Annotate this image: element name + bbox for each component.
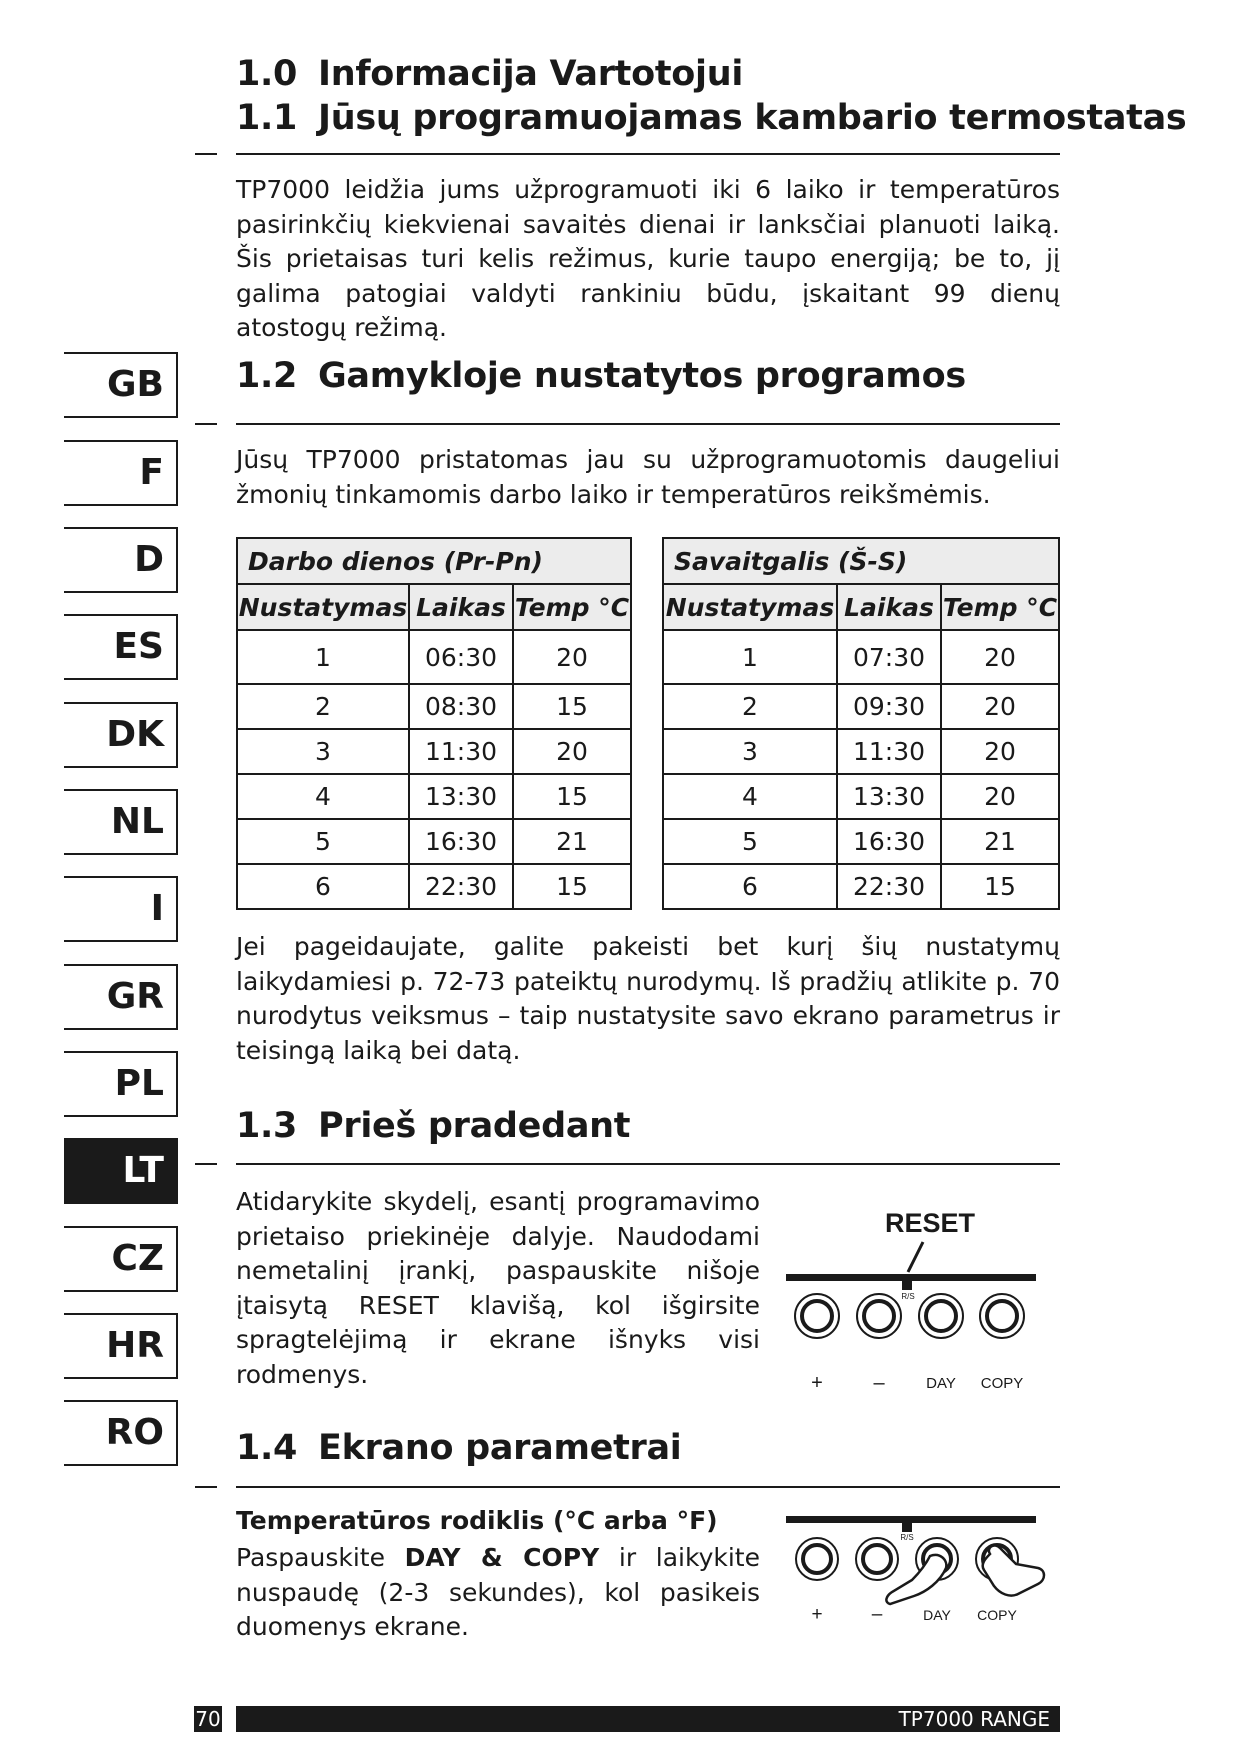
section-heading-1-1: 1.1 Jūsų programuojamas kambario termostatas bbox=[236, 98, 1187, 138]
temp-display-paragraph: Paspauskite DAY & COPY ir laikykite nuspaudę (2-3 sekundes), kol pasikeis duomenys ekrane. bbox=[236, 1543, 760, 1641]
tab-d[interactable]: D bbox=[64, 527, 178, 593]
column-header: Laikas bbox=[409, 584, 513, 630]
cell: 3 bbox=[237, 729, 409, 774]
change-paragraph: Jei pageidaujate, galite pakeisti bet kurį šių nustatymų laikydamiesi p. 72-73 pateiktų nurodymų. Iš pradžių atlikite p. 70 nurodytus veiksmus – taip nustatysite savo ekrano parametrus ir teisingą laiką bei datą. bbox=[236, 932, 1060, 1065]
table-row bbox=[237, 729, 631, 774]
minus-label: – bbox=[871, 1604, 883, 1625]
cell: 16:30 bbox=[837, 819, 941, 864]
reset-diagram bbox=[780, 1198, 1052, 1398]
cell: 6 bbox=[663, 864, 837, 909]
margin-tick bbox=[195, 153, 217, 155]
tab-i[interactable]: I bbox=[64, 876, 178, 942]
tab-nl[interactable]: NL bbox=[64, 789, 178, 855]
cell: 4 bbox=[663, 774, 837, 819]
section-rule bbox=[236, 153, 1060, 155]
table-caption: Darbo dienos (Pr-Pn) bbox=[237, 538, 631, 584]
tab-f[interactable]: F bbox=[64, 440, 178, 506]
cell: 08:30 bbox=[409, 684, 513, 729]
cell: 5 bbox=[237, 819, 409, 864]
plus-label: + bbox=[811, 1604, 823, 1625]
cell: 4 bbox=[237, 774, 409, 819]
tab-lt[interactable]: LT bbox=[64, 1138, 178, 1204]
section-heading-1-3: 1.3 Prieš pradedant bbox=[236, 1106, 631, 1146]
copy-label: COPY bbox=[980, 1375, 1024, 1392]
table-row bbox=[663, 684, 1059, 729]
cell: 21 bbox=[513, 819, 631, 864]
tab-gr[interactable]: GR bbox=[64, 964, 178, 1030]
section-heading-1-4: 1.4 Ekrano parametrai bbox=[236, 1428, 682, 1468]
cell: 5 bbox=[663, 819, 837, 864]
day-label: DAY bbox=[926, 1375, 956, 1392]
cell: 2 bbox=[237, 684, 409, 729]
minus-label: – bbox=[873, 1372, 885, 1394]
panel-edge bbox=[786, 1274, 1036, 1281]
plus-label: + bbox=[811, 1372, 823, 1394]
tab-cz[interactable]: CZ bbox=[64, 1226, 178, 1292]
cell: 15 bbox=[513, 684, 631, 729]
cell: 20 bbox=[941, 729, 1059, 774]
cell: 20 bbox=[513, 729, 631, 774]
table-row bbox=[237, 774, 631, 819]
tab-gb[interactable]: GB bbox=[64, 352, 178, 418]
temp-unit-diagram bbox=[780, 1508, 1060, 1628]
cell: 6 bbox=[237, 864, 409, 909]
rs-label: R/S bbox=[900, 1533, 914, 1542]
intro-paragraph: TP7000 leidžia jums užprogramuoti iki 6 laiko ir temperatūros pasirinkčių kiekvienai savaitės dienai ir lanksčiai planuoti laiką. Šis prietaisas turi kelis režimus, kurie taupo energiją; be to, jį galima patogiai valdyti rankiniu būdu, įskaitant 99 dienų atostogų režimą. bbox=[236, 175, 1060, 342]
hand-icon bbox=[983, 1546, 1044, 1596]
cell: 3 bbox=[663, 729, 837, 774]
reset-pointer bbox=[908, 1242, 923, 1272]
cell: 16:30 bbox=[409, 819, 513, 864]
margin-tick bbox=[195, 423, 217, 425]
section-rule bbox=[236, 423, 1060, 425]
cell: 13:30 bbox=[409, 774, 513, 819]
tab-ro[interactable]: RO bbox=[64, 1400, 178, 1466]
cell: 1 bbox=[237, 630, 409, 684]
table-row bbox=[663, 864, 1059, 909]
section-heading-1-0: 1.0 Informacija Vartotojui bbox=[236, 54, 744, 94]
cell: 22:30 bbox=[409, 864, 513, 909]
table-row bbox=[237, 684, 631, 729]
margin-tick bbox=[195, 1163, 217, 1165]
column-header: Laikas bbox=[837, 584, 941, 630]
cell: 15 bbox=[513, 774, 631, 819]
rs-label: R/S bbox=[901, 1292, 915, 1301]
cell: 20 bbox=[941, 630, 1059, 684]
day-label: DAY bbox=[923, 1607, 951, 1623]
cell: 06:30 bbox=[409, 630, 513, 684]
weekday-program-table bbox=[236, 537, 632, 910]
reset-paragraph: Atidarykite skydelį, esantį programavimo prietaiso priekinėje dalyje. Naudodami nemetalinį įrankį, paspauskite nišoje įtaisytą RESET klavišą, kol išgirsite spragtelėjimą ir ekrane išnyks visi rodmenys. bbox=[236, 1187, 760, 1389]
table-caption: Savaitgalis (Š-S) bbox=[663, 538, 1059, 584]
cell: 15 bbox=[941, 864, 1059, 909]
section-heading-1-2: 1.2 Gamykloje nustatytos programos bbox=[236, 356, 966, 396]
cell: 2 bbox=[663, 684, 837, 729]
tab-es[interactable]: ES bbox=[64, 614, 178, 680]
cell: 07:30 bbox=[837, 630, 941, 684]
cell: 15 bbox=[513, 864, 631, 909]
page-number: 70 bbox=[195, 1707, 221, 1731]
section-rule bbox=[236, 1486, 1060, 1488]
weekend-program-table bbox=[662, 537, 1060, 910]
column-header: Nustatymas bbox=[663, 584, 837, 630]
preset-paragraph: Jūsų TP7000 pristatomas jau su užprogramuotomis daugeliui žmonių tinkamomis darbo laiko ir temperatūros reikšmėmis. bbox=[236, 445, 1060, 509]
column-header: Temp °C bbox=[941, 584, 1059, 630]
copy-label: COPY bbox=[977, 1607, 1017, 1623]
table-row bbox=[237, 819, 631, 864]
tab-pl[interactable]: PL bbox=[64, 1051, 178, 1117]
section-rule bbox=[236, 1163, 1060, 1165]
cell: 20 bbox=[941, 774, 1059, 819]
column-header: Temp °C bbox=[513, 584, 631, 630]
table-row bbox=[237, 630, 631, 684]
reset-label: RESET bbox=[884, 1208, 976, 1238]
cell: 20 bbox=[941, 684, 1059, 729]
table-row bbox=[663, 729, 1059, 774]
tab-dk[interactable]: DK bbox=[64, 702, 178, 768]
cell: 22:30 bbox=[837, 864, 941, 909]
temp-display-heading: Temperatūros rodiklis (°C arba °F) bbox=[236, 1506, 718, 1535]
footer-product: TP7000 RANGE bbox=[236, 1706, 1060, 1732]
cell: 20 bbox=[513, 630, 631, 684]
panel-edge bbox=[786, 1516, 1036, 1523]
cell: 21 bbox=[941, 819, 1059, 864]
cell: 11:30 bbox=[837, 729, 941, 774]
cell: 09:30 bbox=[837, 684, 941, 729]
table-row bbox=[663, 819, 1059, 864]
table-row bbox=[663, 630, 1059, 684]
cell: 13:30 bbox=[837, 774, 941, 819]
reset-key-icon bbox=[902, 1523, 912, 1532]
table-row bbox=[663, 774, 1059, 819]
cell: 1 bbox=[663, 630, 837, 684]
reset-key-icon bbox=[902, 1281, 912, 1290]
column-header: Nustatymas bbox=[237, 584, 409, 630]
cell: 11:30 bbox=[409, 729, 513, 774]
tab-hr[interactable]: HR bbox=[64, 1313, 178, 1379]
margin-tick bbox=[195, 1486, 217, 1488]
table-row bbox=[237, 864, 631, 909]
